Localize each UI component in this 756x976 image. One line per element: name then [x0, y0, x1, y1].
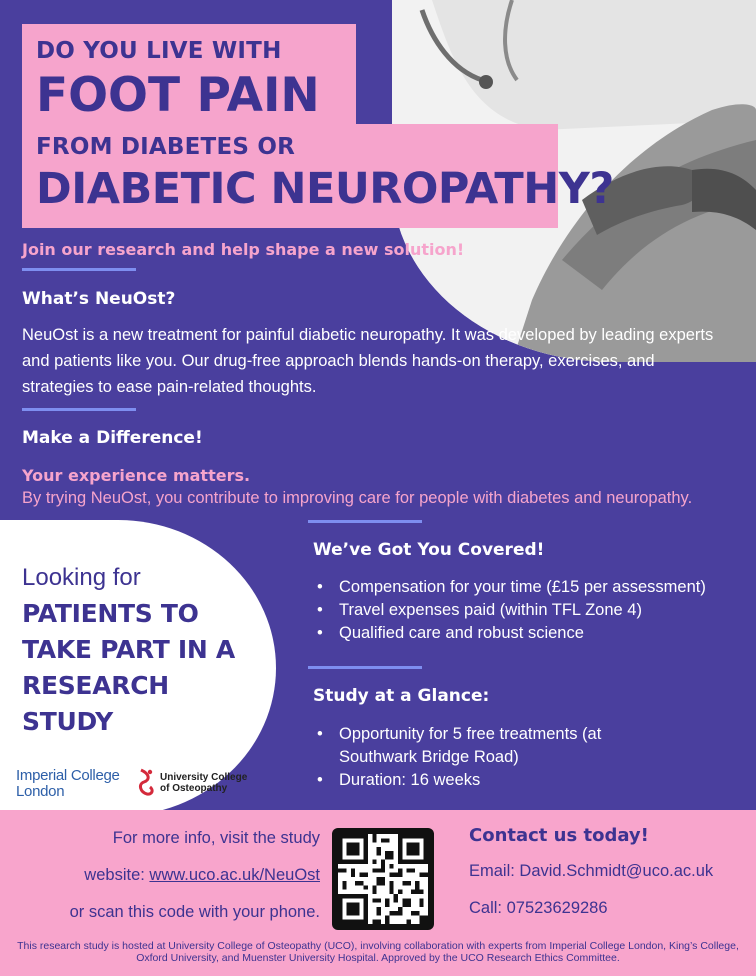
website-link[interactable]: www.uco.ac.uk/NeuOst — [149, 866, 320, 884]
list-item: • Compensation for your time (£15 per assessment) — [313, 576, 753, 599]
imperial-logo-line-1: Imperial College — [16, 767, 120, 784]
headline-box-top — [22, 24, 356, 138]
qr-code-icon — [338, 834, 428, 924]
info-line-3: or scan this code with your phone. — [69, 903, 320, 921]
contact-phone[interactable]: Call: 07523629286 — [469, 899, 608, 917]
imperial-college-logo — [16, 768, 136, 800]
whats-neuost-body: NeuOst is a new treatment for painful diabetic neuropathy. It was developed by leading experts and patients like you. Our drug-free approach blends hands-on therapy, exercises, and strategies to ease pain-related thoughts. — [22, 326, 714, 396]
divider-rule — [308, 666, 422, 669]
divider-rule — [308, 520, 422, 523]
info-line-1: For more info, visit the study — [112, 829, 320, 847]
uco-logo-text — [160, 772, 247, 794]
covered-list — [313, 576, 753, 645]
glance-list — [313, 723, 753, 792]
experience-matters-text: Your experience matters. — [22, 466, 251, 485]
looking-for-text: Looking for — [22, 564, 141, 591]
covered-heading: We’ve Got You Covered! — [313, 540, 545, 560]
footer — [0, 810, 756, 976]
headline-line-1: DO YOU LIVE WITH — [36, 38, 282, 64]
imperial-logo-line-2: London — [16, 783, 65, 800]
uco-logo — [138, 768, 268, 798]
divider-rule — [22, 268, 136, 271]
list-item: • Qualified care and robust science — [313, 622, 753, 645]
contribution-text: By trying NeuOst, you contribute to improving care for people with diabetes and neuropathy. — [22, 489, 693, 507]
uco-logo-line-2: of Osteopathy — [160, 783, 228, 794]
contact-email[interactable]: Email: David.Schmidt@uco.ac.uk — [469, 862, 714, 880]
divider-rule — [22, 408, 136, 411]
qr-code-inner — [338, 834, 428, 924]
info-prefix: website: — [84, 866, 150, 884]
patients-study-text: PATIENTS TO TAKE PART IN A RESEARCH STUDY — [22, 599, 235, 736]
ethics-disclaimer: This research study is hosted at University College of Osteopathy (UCO), involving collaboration with experts from Imperial College London, King’s College, Oxford University, and Muenster University Hospital. Approved by the UCO Research Ethics Committee. — [17, 940, 739, 964]
headline-line-4: DIABETIC NEUROPATHY? — [36, 164, 614, 214]
list-item: • Opportunity for 5 free treatments (at Southwark Bridge Road) — [313, 723, 613, 769]
list-item: • Duration: 16 weeks — [313, 769, 753, 792]
glance-heading: Study at a Glance: — [313, 686, 490, 706]
headline-line-2: FOOT PAIN — [36, 68, 320, 123]
contact-title: Contact us today! — [469, 825, 649, 846]
list-item: • Travel expenses paid (within TFL Zone 4) — [313, 599, 753, 622]
make-difference-heading: Make a Difference! — [22, 428, 203, 448]
uco-logo-line-1: University College — [160, 772, 248, 783]
whats-neuost-heading: What’s NeuOst? — [22, 289, 176, 309]
headline-box-bottom — [22, 124, 614, 228]
uco-mark-icon — [138, 768, 156, 796]
tagline: Join our research and help shape a new solution! — [22, 240, 465, 259]
info-line-2 — [84, 866, 320, 885]
qr-code[interactable] — [332, 828, 434, 930]
headline-line-3: FROM DIABETES OR — [36, 134, 295, 160]
